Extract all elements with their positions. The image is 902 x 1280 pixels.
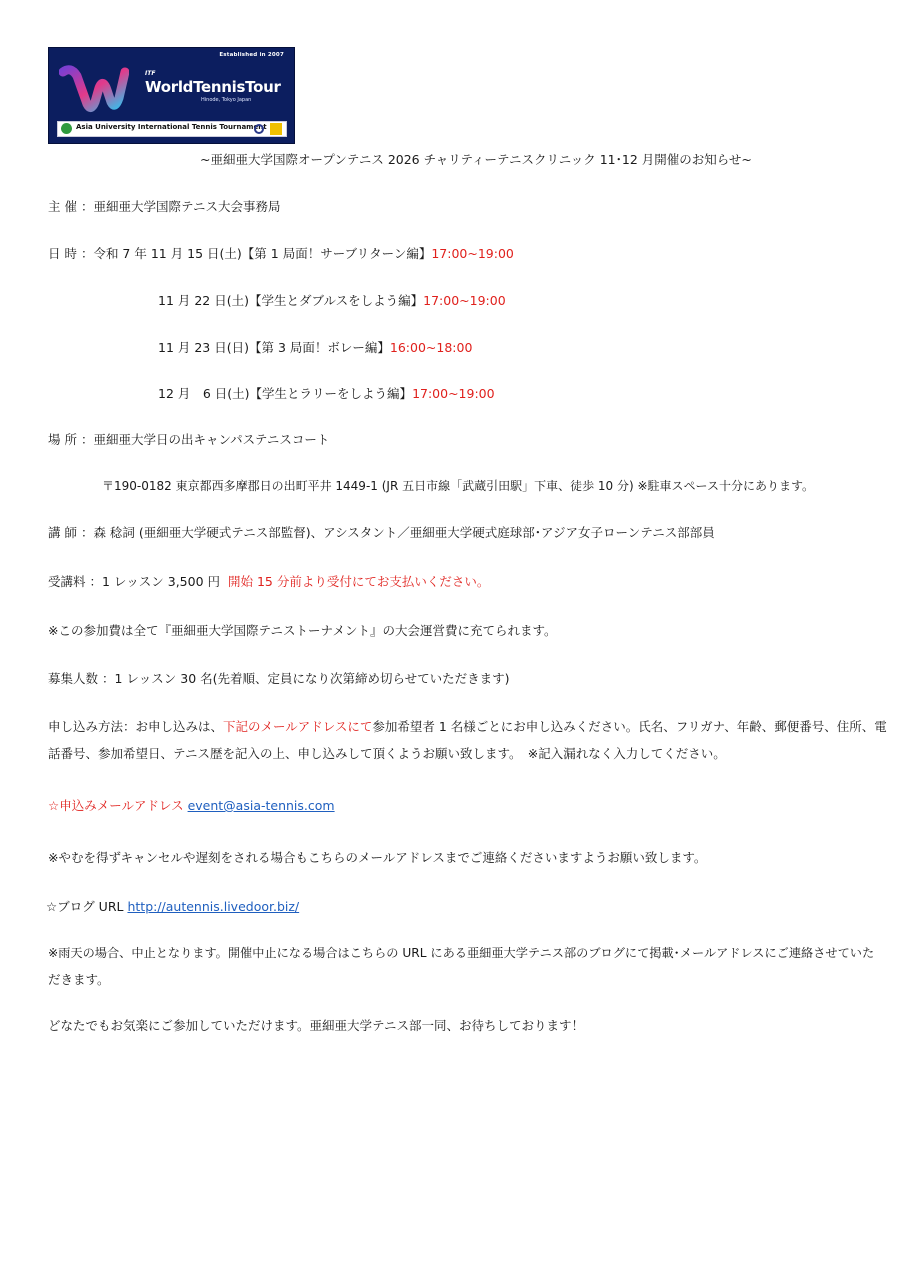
sponsor-square-icon bbox=[270, 123, 282, 135]
session-time: 17:00~19:00 bbox=[423, 293, 506, 308]
session-date: 11 月 22 日(土)【学生とダブルスをしよう編】 bbox=[158, 293, 424, 308]
rain-line-1: ※雨天の場合、中止となります。開催中止になる場合はこちらの URL にある亜細亜大学テニス部のブログにて掲載･メールアドレスにご連絡させていた bbox=[48, 946, 875, 960]
date-label: 日 時 ： bbox=[48, 246, 94, 261]
session-date: 12 月 6 日(土)【学生とラリーをしよう編】 bbox=[158, 386, 413, 401]
rain-line-2: だきます。 bbox=[48, 972, 110, 987]
session-time: 17:00~19:00 bbox=[412, 386, 495, 401]
sponsor-ring-icon bbox=[254, 124, 264, 134]
apply-text-a: 申し込み方法：お申し込みは、 bbox=[48, 719, 224, 734]
apply-line-1 bbox=[48, 718, 887, 736]
blog-row bbox=[46, 898, 299, 916]
w-logo-icon bbox=[59, 58, 129, 118]
instructor-label: 講 師 ： bbox=[48, 525, 94, 540]
session-time: 17:00~19:00 bbox=[431, 246, 514, 261]
host-row bbox=[48, 198, 280, 216]
email-label: ☆申込みメールアドレス bbox=[48, 798, 184, 813]
instructor-value: 森 稔詞 (亜細亜大学硬式テニス部監督)、アシスタント／亜細亜大学硬式庭球部･アジア女子ローンテニス部部員 bbox=[93, 525, 715, 540]
apply-text-c: 参加希望者 1 名様ごとにお申し込みください。氏名、フリガナ、年齢、郵便番号、住所、電 bbox=[372, 719, 887, 734]
logo-tournament-text: Asia University International Tennis Tournament bbox=[76, 123, 267, 131]
instructor-row bbox=[48, 524, 715, 542]
logo-tournament-bar bbox=[57, 121, 287, 137]
logo-established-text: Established in 2007 bbox=[219, 52, 284, 58]
session-row bbox=[48, 245, 514, 263]
document-title: ~亜細亜大学国際オープンテニス 2026 チャリティーテニスクリニック 11･12 月開催のお知らせ~ bbox=[200, 152, 752, 167]
apply-text-b: 下記のメールアドレスにて bbox=[223, 719, 373, 734]
fee-purpose-text: ※この参加費は全て『亜細亜大学国際テニストーナメント』の大会運営費に充てられます。 bbox=[48, 623, 557, 638]
closing-text: どなたでもお気楽にご参加していただけます。亜細亜大学テニス部一同、お待ちしております！ bbox=[48, 1018, 585, 1033]
logo-itf-text: ITF bbox=[145, 70, 156, 77]
university-emblem-icon bbox=[61, 123, 72, 134]
host-label: 主 催 ： bbox=[48, 199, 94, 214]
logo-location-text: Hinode, Tokyo Japan bbox=[201, 97, 252, 103]
event-logo bbox=[48, 47, 295, 144]
fee-value: 1 レッスン 3,500 円 bbox=[101, 574, 221, 589]
host-value: 亜細亜大学国際テニス大会事務局 bbox=[93, 199, 281, 214]
email-row bbox=[48, 797, 335, 815]
email-link[interactable]: event@asia-tennis.com bbox=[187, 798, 335, 813]
blog-label: ☆ブログ URL bbox=[46, 899, 124, 914]
session-row bbox=[158, 385, 495, 403]
place-row bbox=[48, 431, 329, 449]
place-value: 亜細亜大学日の出キャンパステニスコート bbox=[93, 432, 330, 447]
session-time: 16:00~18:00 bbox=[389, 340, 473, 355]
session-row bbox=[158, 292, 506, 310]
fee-label: 受講料 ： bbox=[48, 574, 102, 589]
logo-brand-text: WorldTennisTour bbox=[145, 78, 281, 96]
blog-link[interactable]: http://autennis.livedoor.biz/ bbox=[127, 899, 300, 914]
session-date: 令和 7 年 11 月 15 日(土)【第 1 局面！サーブリターン編】 bbox=[93, 246, 432, 261]
apply-line-2: 話番号、参加希望日、テニス歴を記入の上、申し込みして頂くようお願い致します。 ※記入漏れなく入力してください。 bbox=[48, 746, 726, 761]
place-label: 場 所 ： bbox=[48, 432, 94, 447]
session-row bbox=[158, 339, 472, 357]
address-text: 〒190-0182 東京都西多摩郡日の出町平井 1449-1 (JR 五日市線「武蔵引田駅」下車、徒歩 10 分) ※駐車スペース十分にあります。 bbox=[102, 479, 814, 493]
cancel-note: ※やむを得ずキャンセルや遅刻をされる場合もこちらのメールアドレスまでご連絡くださいますようお願い致します。 bbox=[48, 850, 707, 865]
fee-row bbox=[48, 573, 489, 591]
fee-note: 開始 15 分前より受付にてお支払いください。 bbox=[227, 574, 490, 589]
session-date: 11 月 23 日(日)【第 3 局面！ボレー編】 bbox=[158, 340, 390, 355]
capacity-text: 募集人数 ：1 レッスン 30 名(先着順、定員になり次第締め切らせていただきます) bbox=[48, 671, 510, 686]
